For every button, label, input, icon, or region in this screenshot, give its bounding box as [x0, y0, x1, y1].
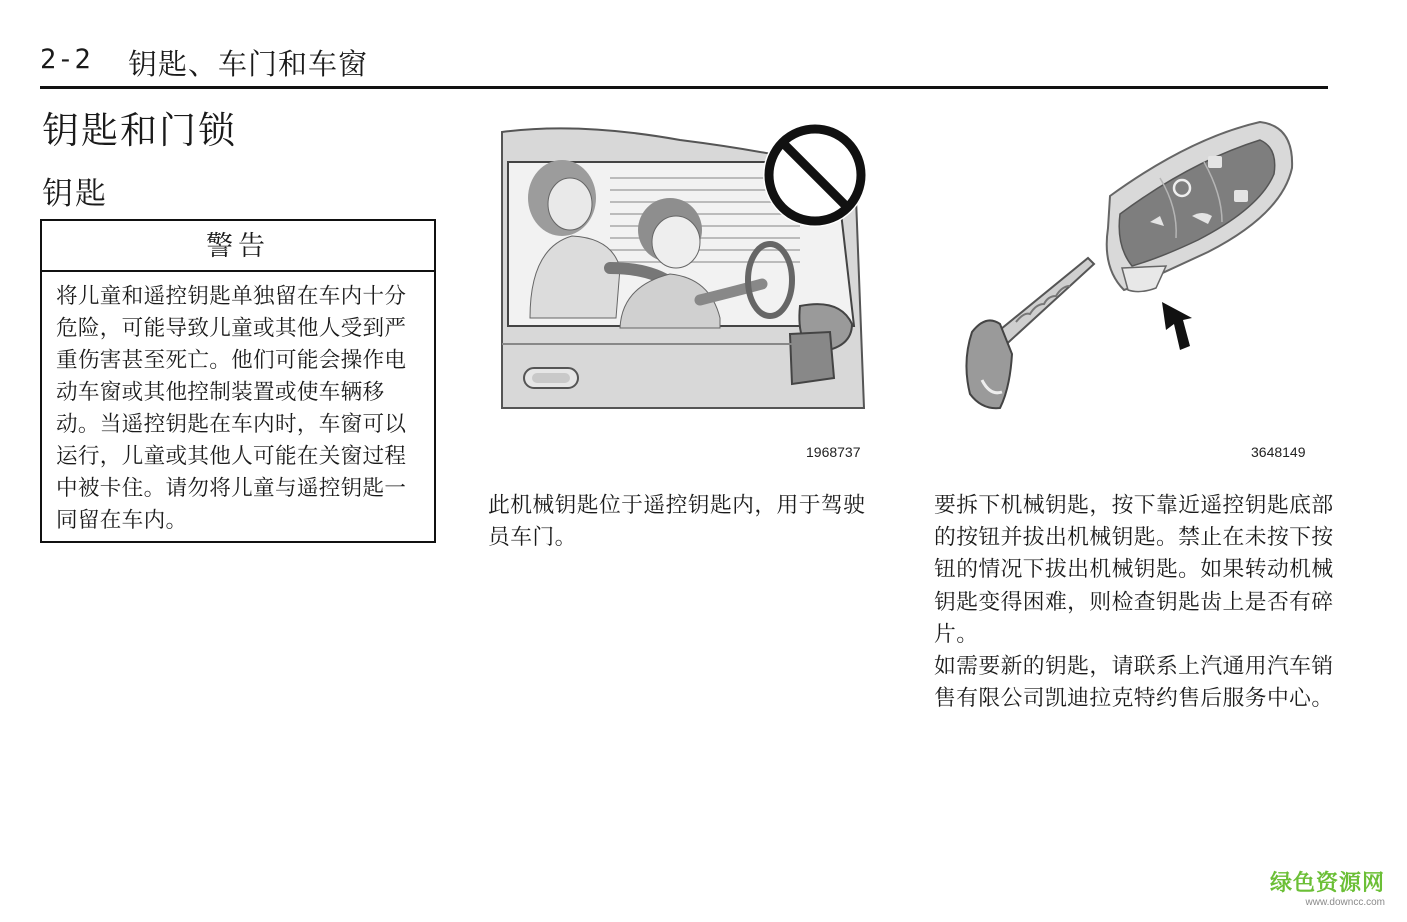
page-header [40, 40, 1328, 89]
paragraph-line: 要拆下机械钥匙，按下靠近遥控钥匙底部的按钮并拔出机械钥匙。禁止在未按下按钮的情况下拔出机械钥匙。如果转动机械钥匙变得困难，则检查钥匙齿上是否有碎片。 [934, 493, 1334, 647]
key-fob-illustration [960, 118, 1310, 414]
watermark [1270, 866, 1385, 908]
warning-body: 将儿童和遥控钥匙单独留在车内十分危险，可能导致儿童或其他人受到严重伤害甚至死亡。他们可能会操作电动车窗或其他控制装置或使车辆移动。当遥控钥匙在车内时，车窗可以运行，儿童或其他人可能在关窗过程中被卡住。请勿将儿童与遥控钥匙一同留在车内。 [56, 284, 407, 533]
paragraph-right [934, 490, 1334, 715]
paragraph-left: 此机械钥匙位于遥控钥匙内，用于驾驶员车门。 [488, 493, 866, 551]
watermark-name: 绿色资源网 [1269, 871, 1385, 896]
page-subtitle: 钥匙 [42, 176, 108, 212]
prohibition-icon [760, 120, 870, 230]
warning-title: 警告 [42, 221, 434, 272]
paragraph-line: 如需要新的钥匙，请联系上汽通用汽车销售有限公司凯迪拉克特约售后服务中心。 [934, 654, 1334, 712]
figure-number: 3648149 [1251, 444, 1306, 460]
watermark-url: www.downcc.com [1305, 897, 1385, 908]
warning-box [40, 219, 436, 543]
page-number: 2-2 [40, 44, 92, 75]
section-title: 钥匙、车门和车窗 [128, 47, 369, 81]
page-title: 钥匙和门锁 [42, 109, 237, 152]
figure-number: 1968737 [806, 444, 861, 460]
arrow-up-icon [1156, 298, 1196, 354]
